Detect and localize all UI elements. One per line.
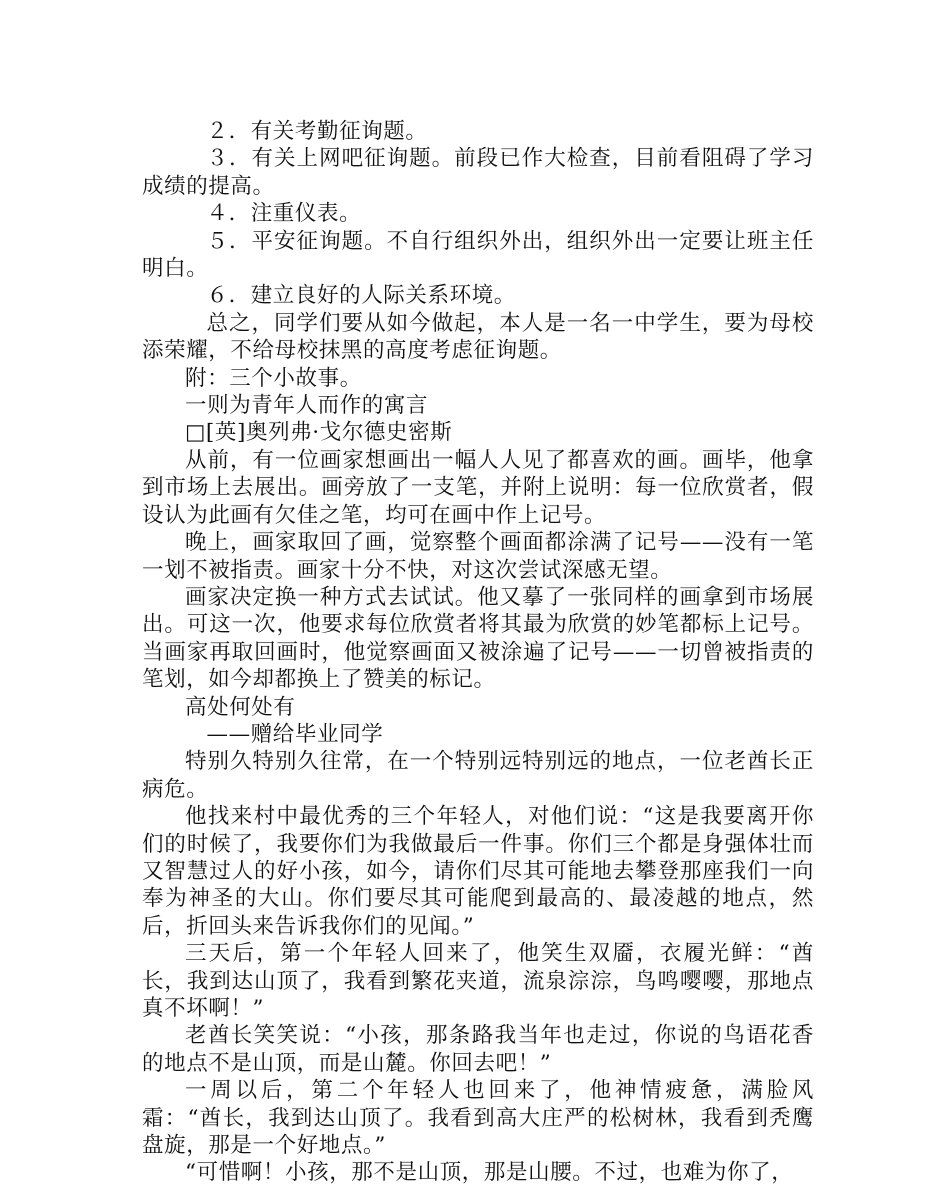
paragraph: 从前，有一位画家想画出一幅人人见了都喜欢的画。画毕，他拿到市场上去展出。画旁放了一支笔，并附上说明：每一位欣赏者，假设认为此画有欠佳之笔，均可在画中作上记号。 — [142, 447, 814, 528]
story-subtitle: ——赠给毕业同学 — [206, 721, 384, 747]
document-body — [142, 118, 814, 1187]
paragraph: 特别久特别久往常，在一个特别远特别远的地点，一位老酋长正病危。 — [142, 749, 814, 802]
story-title: 一则为青年人而作的寓言 — [185, 393, 429, 419]
paragraph: 一周以后，第二个年轻人也回来了，他神情疲惫，满脸风霜：“酋长，我到达山顶了。我看到高大庄严的松树林，我看到秃鹰盘旋，那是一个好地点。” — [142, 1078, 814, 1159]
paragraph: “可惜啊！小孩，那不是山顶，那是山腰。不过，也难为你了， — [185, 1160, 794, 1186]
paragraph: ６．建立良好的人际关系环境。 — [206, 283, 516, 309]
story-author: □[英]奥列弗·戈尔德史密斯 — [185, 420, 453, 446]
paragraph: ５．平安征询题。不自行组织外出，组织外出一定要让班主任明白。 — [142, 228, 814, 282]
paragraph: ２．有关考勤征询题。 — [206, 119, 428, 144]
paragraph: 附：三个小故事。 — [185, 365, 362, 391]
story-title: 高处何处有 — [185, 694, 296, 720]
paragraph: ３．有关上网吧征询题。前段已作大检查，目前看阻碍了学习成绩的提高。 — [142, 146, 814, 199]
paragraph: 晚上，画家取回了画，觉察整个画面都涂满了记号——没有一笔一划不被指责。画家十分不快，对这次尝试深感无望。 — [142, 530, 814, 583]
paragraph: 总之，同学们要从如今做起，本人是一名一中学生，要为母校添荣耀，不给母校抹黑的高度考虑征询题。 — [142, 310, 814, 364]
paragraph: 画家决定换一种方式去试试。他又摹了一张同样的画拿到市场展出。可这一次，他要求每位欣赏者将其最为欣赏的妙笔都标上记号。当画家再取回画时，他觉察画面又被涂遍了记号——一切曾被指责的笔划，如今却都换上了赞美的标记。 — [142, 584, 814, 693]
paragraph: ４．注重仪表。 — [206, 201, 362, 227]
paragraph: 老酋长笑笑说：“小孩，那条路我当年也走过，你说的鸟语花香的地点不是山顶，而是山麓。你回去吧！” — [142, 1023, 814, 1076]
paragraph: 他找来村中最优秀的三个年轻人，对他们说：“这是我要离开你们的时候了，我要你们为我做最后一件事。你们三个都是身强体壮而又智慧过人的好小孩，如今，请你们尽其可能地去攀登那座我们一向奉为神圣的大山。你们要尽其可能爬到最高的、最凌越的地点，然后，折回头来告诉我你们的见闻。” — [142, 804, 814, 939]
paragraph: 三天后，第一个年轻人回来了，他笑生双靥，衣履光鲜：“酋长，我到达山顶了，我看到繁花夹道，流泉淙淙，鸟鸣嘤嘤，那地点真不坏啊！” — [142, 941, 814, 1021]
